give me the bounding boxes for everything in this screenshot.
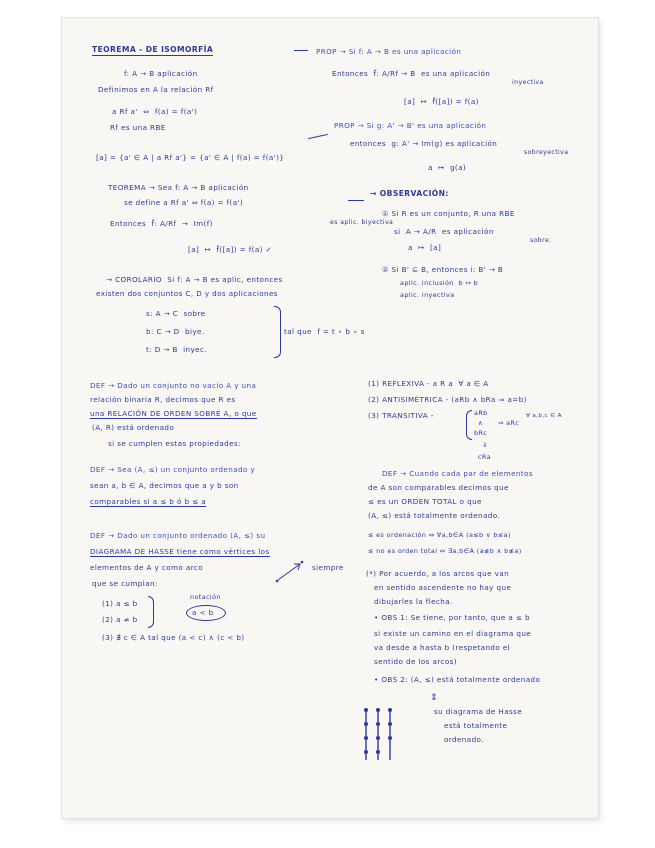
text-line: (3) ∄ c ∈ A tal que (a < c) ∧ (c < b)	[102, 633, 245, 642]
text-line: está totalmente	[444, 721, 508, 730]
definition-heading: DEF → Cuando cada par de elementos	[382, 469, 534, 478]
text-line: una RELACIÓN DE ORDEN SOBRE A, o que	[90, 409, 257, 418]
text-line: si A → A/R es aplicación	[394, 227, 494, 236]
text-line: entonces g: A' → Im(g) es aplicación	[350, 139, 498, 148]
theorem-heading: TEOREMA → Sea f: A → B aplicación	[108, 183, 249, 192]
text-line: (A, ≤) está totalmente ordenado.	[368, 511, 501, 520]
text-line: va desde a hasta b (respetando el	[374, 643, 511, 652]
text-line: relación binaria R, decimos que R es	[90, 395, 236, 404]
text-line: ∧	[478, 419, 484, 427]
text-line: de A son comparables decimos que	[368, 483, 509, 492]
text-line: ordenado.	[444, 735, 484, 744]
text-line: b: C → D biye.	[146, 327, 205, 336]
text-note: inyectiva	[512, 79, 544, 86]
text-line: a < b	[192, 608, 214, 617]
text-line: (*) Por acuerdo, a los arcos que van	[366, 569, 510, 578]
brace	[466, 410, 472, 440]
text-line: • OBS 1: Se tiene, por tanto, que a ≤ b	[374, 613, 530, 622]
observation-heading: → OBSERVACIÓN:	[370, 189, 449, 198]
proposition-heading: PROP → Si f: A → B es una aplicación	[316, 47, 462, 56]
text-line: Entonces f̃: A/Rf → B es una aplicación	[332, 69, 491, 78]
text-line: (2) a ≠ b	[102, 615, 138, 624]
text-line: a ↦ [a]	[408, 243, 442, 252]
definition-heading: DEF → Sea (A, ≤) un conjunto ordenado y	[90, 465, 256, 474]
definition-heading: DEF → Dado un conjunto ordenado (A, ≤) su	[90, 531, 266, 540]
brace	[274, 306, 281, 358]
hasse-diagram-sketch	[358, 704, 402, 766]
text-line: Definimos en A la relación Rf	[98, 85, 214, 94]
text-line: a Rf a' ⇔ f(a) = f(a')	[112, 107, 198, 116]
text-line: DIAGRAMA DE HASSE tiene como vértices los	[90, 547, 270, 556]
definition-heading: DEF → Dado un conjunto no vacío A y una	[90, 381, 257, 390]
text-line: en sentido ascendente no hay que	[374, 583, 512, 592]
text-line: comparables si a ≤ b ó b ≤ a	[90, 497, 206, 506]
text-line: dibujarles la flecha.	[374, 597, 453, 606]
text-line: [a] ↦ f̃([a]) = f(a) ✓	[188, 245, 272, 254]
text-line: bRc	[474, 429, 488, 437]
corollary-heading: → COROLARIO Si f: A → B es aplic, entonces	[106, 275, 283, 284]
text-line: (A, R) está ordenado	[92, 423, 175, 432]
text-line: si se cumplen estas propiedades:	[108, 439, 241, 448]
property-item: (2) ANTISIMÉTRICA - (aRb ∧ bRa ⇒ a=b)	[368, 395, 527, 404]
text-line: ② Si B' ⊆ B, entonces i: B' → B	[382, 265, 504, 274]
text-line: siempre	[312, 563, 344, 572]
arrow-stroke	[294, 50, 308, 51]
text-line: s: A → C sobre	[146, 309, 206, 318]
arrow-stroke	[308, 134, 328, 139]
proposition-heading: PROP → Si g: A' → B' es una aplicación	[334, 121, 487, 130]
text-line: que se cumplan:	[92, 579, 158, 588]
text-line: [a] ↦ f̃([a]) = f(a)	[404, 97, 479, 106]
text-note: ∀ a,b,c ∈ A	[526, 413, 562, 419]
arrow-stroke	[348, 200, 364, 201]
text-note: es aplic. biyectiva	[330, 219, 394, 226]
text-line: se define a Rf a' ⇔ f(a) = f(a')	[124, 198, 244, 207]
text-line: aplic. inyectiva	[400, 291, 455, 299]
text-line: sean a, b ∈ A, decimos que a y b son	[90, 481, 239, 490]
text-note: sobreyectiva	[524, 149, 569, 156]
text-note: notación	[190, 593, 221, 601]
text-line: aplic. inclusión b ↦ b	[400, 279, 479, 287]
text-line: su diagrama de Hasse	[434, 707, 523, 716]
text-line: ① Si R es un conjunto, R una RBE	[382, 209, 515, 218]
text-line: a ↦ g(a)	[428, 163, 467, 172]
text-note: sobre.	[530, 237, 552, 244]
text-line: t: D → B inyec.	[146, 345, 208, 354]
text-line: si existe un camino en el diagrama que	[374, 629, 532, 638]
text-line: ⇒ aRc	[498, 419, 520, 427]
text-line: existen dos conjuntos C, D y dos aplicaciones	[96, 289, 278, 298]
text-line: • OBS 2: (A, ≤) está totalmente ordenado	[374, 675, 541, 684]
brace	[148, 596, 154, 628]
property-item: (3) TRANSITIVA -	[368, 411, 434, 420]
text-line: Rf es una RBE	[110, 123, 166, 132]
property-item: (1) REFLEXIVA - a R a ∀ a ∈ A	[368, 379, 489, 388]
text-line: ≤ es un ORDEN TOTAL o que	[368, 497, 482, 506]
text-line: Entonces f̃: A/Rf → Im(f)	[110, 219, 213, 228]
text-line: cRa	[478, 453, 491, 461]
text-line: elementos de A y como arco	[90, 563, 204, 572]
arc-sketch	[274, 558, 308, 584]
page-title: TEOREMA - DE ISOMORFÍA	[92, 45, 214, 54]
text-line: f: A → B aplicación	[124, 69, 198, 78]
text-line: ≤ no es orden total ⇔ ∃a,b∈A (a≰b ∧ b≰a)	[368, 547, 522, 555]
text-line: ≤ es ordenación ⇔ ∀a,b∈A (a≤b ∨ b≤a)	[368, 531, 511, 539]
text-line: [a] = {a' ∈ A | a Rf a'} = {a' ∈ A | f(a) = f(a')}	[96, 153, 285, 162]
text-line: sentido de los arcos)	[374, 657, 457, 666]
equivalence-arrow: ⇕	[430, 693, 438, 703]
text-line: ⇓	[482, 441, 488, 449]
text-line: (1) a ≤ b	[102, 599, 138, 608]
notebook-page	[62, 18, 598, 818]
text-line: aRb	[474, 409, 488, 417]
text-line: tal que f = t ∘ b ∘ s	[284, 327, 365, 336]
